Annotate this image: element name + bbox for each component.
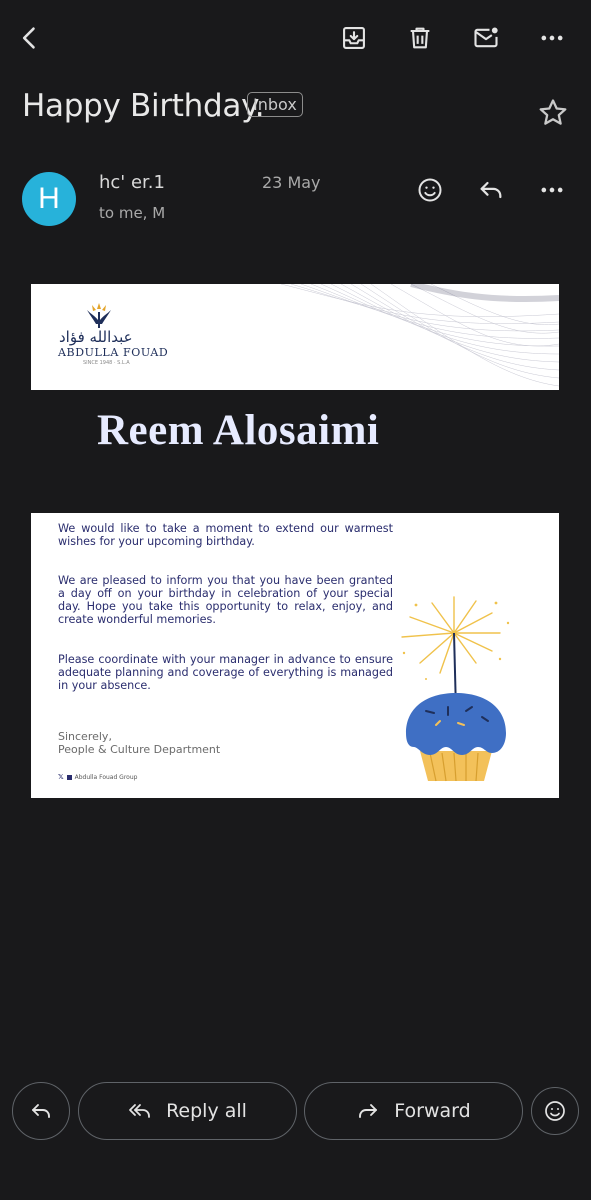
bottom-action-bar	[0, 1082, 591, 1144]
recipients-summary[interactable]: to me, M	[99, 204, 166, 222]
logo-subtitle: SINCE 1948 · S.L.A	[83, 360, 130, 366]
logo-name: ABDULLA FOUAD	[58, 346, 169, 359]
sender-name[interactable]: hc' er.1	[99, 172, 165, 193]
subject-row	[22, 88, 582, 138]
emoji-react-button[interactable]	[531, 1087, 579, 1135]
emoji-reaction-icon[interactable]	[412, 172, 448, 208]
social-handle: Abdulla Fouad Group	[74, 773, 138, 781]
emoji-icon	[543, 1099, 567, 1123]
avatar[interactable]: H	[22, 172, 76, 226]
redaction-mask	[170, 200, 310, 226]
forward-icon	[356, 1099, 380, 1123]
email-subject: Happy Birthday.	[22, 88, 265, 124]
inbox-label-chip[interactable]: Inbox	[247, 92, 303, 117]
reply-icon	[29, 1099, 53, 1123]
logo-arabic-text: عبدالله فؤاد	[59, 328, 133, 346]
signoff: Sincerely,	[58, 730, 112, 743]
sender-row	[0, 168, 591, 232]
recipient-name-heading: Reem Alosaimi	[97, 407, 380, 454]
mail-unread-icon[interactable]	[466, 18, 506, 58]
paragraph-day-off: We are pleased to inform you that you have been granted a day off on your birthday in celebration of your special day. Hope you take this opportunity to relax, enjoy, and create wonderful memories.	[58, 574, 393, 626]
social-links	[58, 773, 137, 781]
reply-button[interactable]	[12, 1082, 70, 1140]
star-icon[interactable]	[536, 96, 570, 130]
linkedin-icon[interactable]	[67, 775, 72, 780]
reply-icon[interactable]	[473, 172, 509, 208]
birthday-cupcake-illustration	[396, 593, 536, 793]
forward-button[interactable]	[304, 1082, 523, 1140]
reply-all-icon	[128, 1099, 152, 1123]
paragraph-wishes: We would like to take a moment to extend our warmest wishes for your upcoming birthday.	[58, 522, 393, 548]
department-name: People & Culture Department	[58, 743, 221, 756]
trash-icon[interactable]	[400, 18, 440, 58]
more-horizontal-icon[interactable]	[532, 18, 572, 58]
message-card	[31, 513, 559, 798]
top-app-bar	[0, 0, 591, 80]
forward-label: Forward	[394, 1100, 471, 1122]
reply-all-label: Reply all	[166, 1100, 247, 1122]
x-icon[interactable]: 𝕏	[58, 773, 64, 781]
email-header-banner	[31, 284, 559, 390]
paragraph-coordinate: Please coordinate with your manager in advance to ensure adequate planning and coverage of everything is managed in your absence.	[58, 653, 393, 692]
more-options-icon[interactable]	[534, 172, 570, 208]
archive-icon[interactable]	[334, 18, 374, 58]
reply-all-button[interactable]	[78, 1082, 297, 1140]
sender-date: 23 May	[262, 173, 321, 192]
arrow-back-icon[interactable]	[10, 18, 50, 58]
